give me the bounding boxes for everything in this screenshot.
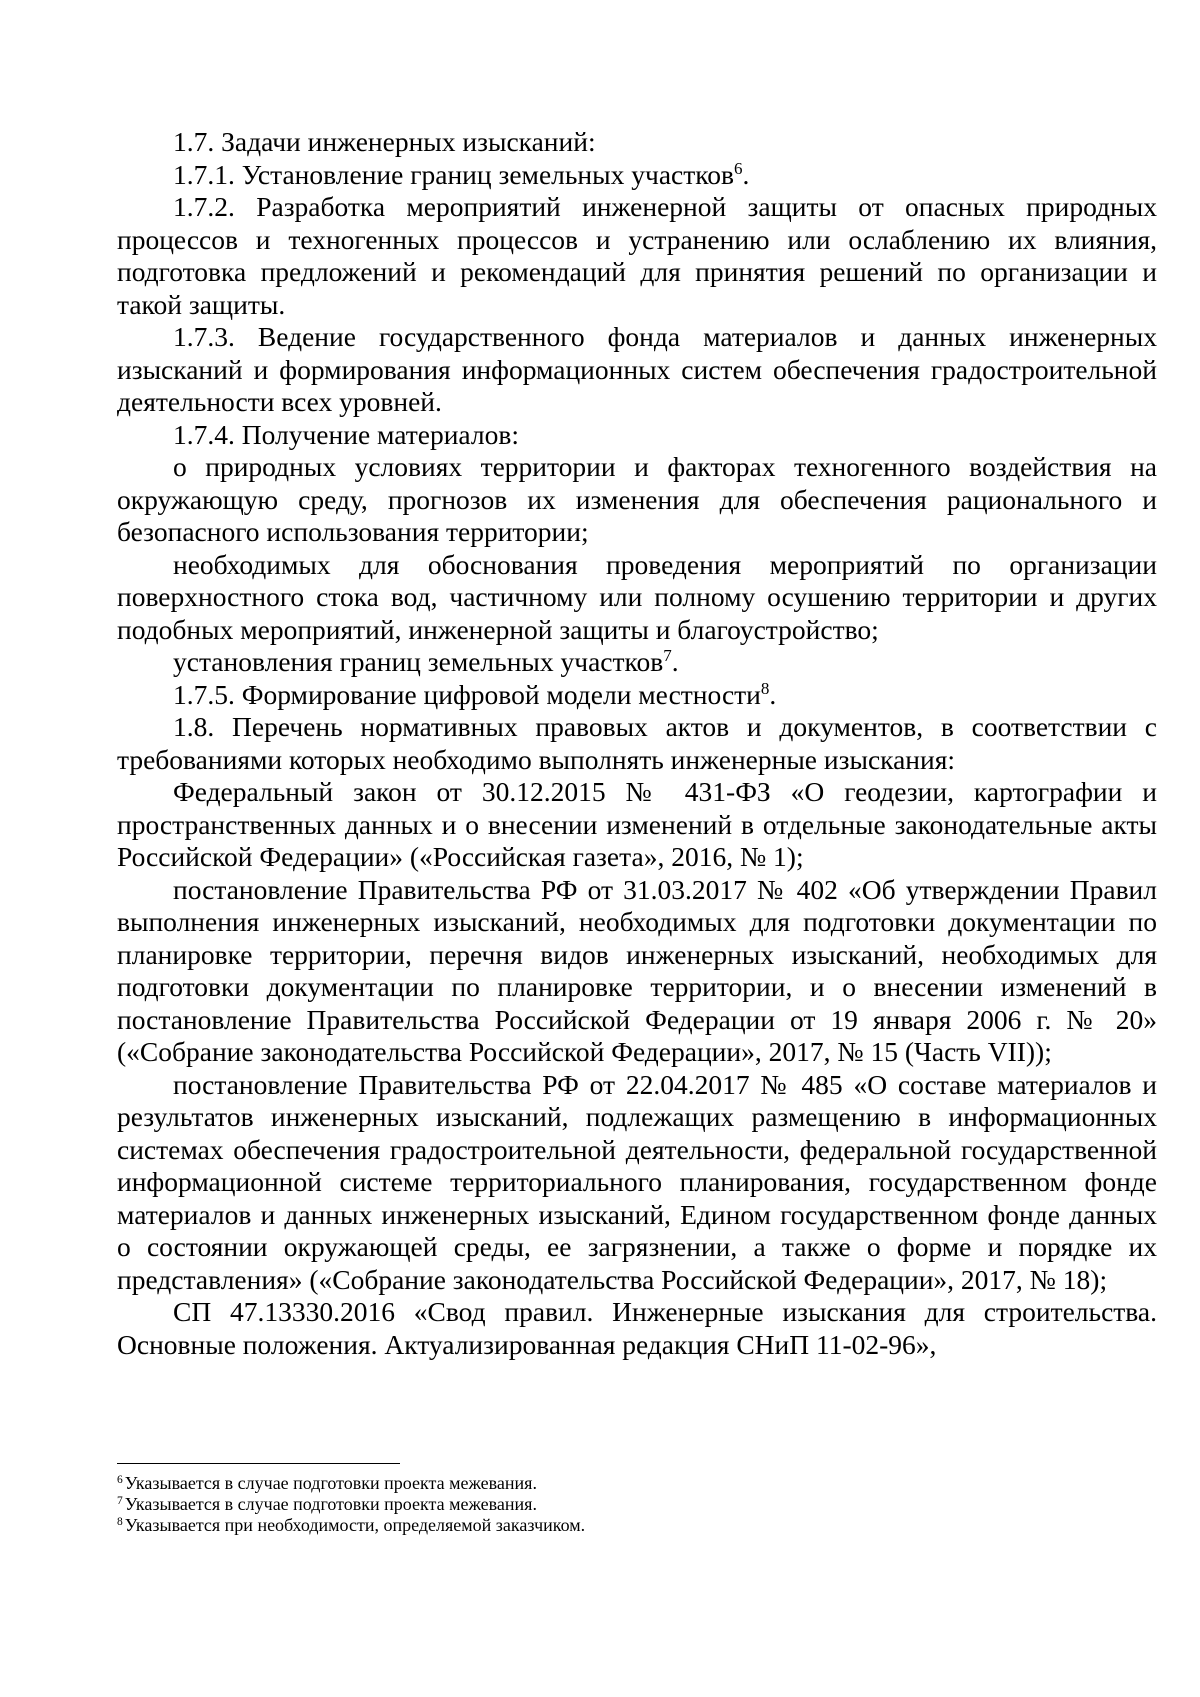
list-item-resolution-485 (117, 1069, 1157, 1297)
list-item-resolution-402 (117, 874, 1157, 1069)
paragraph-text: установления границ земельных участков (173, 646, 664, 677)
paragraph-text: 1.7.1. Установление границ земельных участков (173, 158, 734, 190)
footnote-7 (117, 1494, 1157, 1515)
footnote-text: Указывается в случае подготовки проекта межевания. (124, 1494, 537, 1514)
paragraph-text: необходимых для обоснования проведения мероприятий по организации поверхностного стока вод, частичному или полному осушению территории и других подобных мероприятий, инженерной защиты и благоустройство; (117, 548, 1157, 645)
paragraph-text-end: . (769, 678, 777, 710)
list-item-natural-conditions (117, 451, 1157, 549)
footnote-separator (117, 1463, 400, 1464)
paragraph-text: Федеральный закон от 30.12.2015 № 431-ФЗ «О геодезии, картографии и пространственных данных и о внесении изменений в отдельные законодательные акты Российской Федерации» («Российская газета», 2016, № 1); (117, 776, 1157, 872)
paragraph-text-end: . (671, 646, 679, 677)
footnote-ref-7[interactable]: 7 (663, 646, 672, 665)
footnote-ref-6[interactable]: 6 (733, 158, 743, 178)
list-item-federal-law (117, 776, 1157, 874)
footnote-text: Указывается в случае подготовки проекта межевания. (124, 1473, 537, 1493)
footnote-8 (117, 1515, 1157, 1536)
footnote-ref-8[interactable]: 8 (760, 678, 770, 698)
paragraph-1-7 (117, 126, 1157, 159)
paragraph-text: о природных условиях территории и факторах техногенного воздействия на окружающую среду, прогнозов их изменения для обеспечения рационального и безопасного использования территории; (117, 451, 1157, 547)
paragraph-1-7-4 (117, 419, 1157, 452)
list-item-land-boundaries (117, 646, 1157, 679)
paragraph-text: 1.7.2. Разработка мероприятий инженерной защиты от опасных природных процессов и техногенных процессов и устранению или ослаблению их влияния, подготовка предложений и рекомендаций для принятия решений по организации и такой защиты. (117, 191, 1157, 320)
paragraph-1-7-5 (117, 679, 1157, 712)
list-item-surface-runoff (117, 549, 1157, 647)
footnote-number: 6 (117, 1474, 123, 1486)
paragraph-1-7-3 (117, 321, 1157, 419)
paragraph-text: СП 47.13330.2016 «Свод правил. Инженерные изыскания для строительства. Основные положения. Актуализированная редакция СНиП 11-02-96», (117, 1296, 1157, 1360)
paragraph-text: 1.7. Задачи инженерных изысканий: (173, 126, 596, 157)
paragraph-text: 1.7.4. Получение материалов: (173, 418, 519, 450)
paragraph-1-8 (117, 711, 1157, 776)
footnote-text: Указывается при необходимости, определяемой заказчиком. (124, 1515, 586, 1535)
footnote-number: 7 (117, 1495, 123, 1507)
document-body (117, 126, 1157, 1361)
paragraph-text: постановление Правительства РФ от 31.03.2017 № 402 «Об утверждении Правил выполнения инженерных изысканий, необходимых для подготовки документации по планировке территории, перечня видов инженерных изысканий, необходимых для подготовки документации по планировке территории, и о внесении изменений в постановление Правительства Российской Федерации от 19 января 2006 г. № 20» («Собрание законодательства Российской Федерации», 2017, № 15 (Часть VII)); (117, 873, 1157, 1067)
list-item-sp-47 (117, 1296, 1157, 1361)
paragraph-text: 1.7.3. Ведение государственного фонда материалов и данных инженерных изысканий и формирования информационных систем обеспечения градостроительной деятельности всех уровней. (117, 321, 1157, 417)
footnotes (117, 1473, 1157, 1536)
paragraph-text: 1.8. Перечень нормативных правовых актов и документов, в соответствии с требованиями которых необходимо выполнять инженерные изыскания: (117, 711, 1157, 775)
footnote-number: 8 (117, 1516, 123, 1528)
footnote-6 (117, 1473, 1157, 1494)
paragraph-1-7-1 (117, 159, 1157, 192)
paragraph-text: постановление Правительства РФ от 22.04.2017 № 485 «О составе материалов и результатов инженерных изысканий, подлежащих размещению в информационных системах обеспечения градостроительной деятельности, федеральной государственной информационной системе территориального планирования, государственном фонде материалов и данных инженерных изысканий, Едином государственном фонде данных о состоянии окружающей среды, ее загрязнении, а также о форме и порядке их представления» («Собрание законодательства Российской Федерации», 2017, № 18); (117, 1068, 1157, 1295)
paragraph-text: 1.7.5. Формирование цифровой модели местности (173, 678, 761, 710)
paragraph-text-end: . (742, 158, 750, 190)
paragraph-1-7-2 (117, 191, 1157, 321)
